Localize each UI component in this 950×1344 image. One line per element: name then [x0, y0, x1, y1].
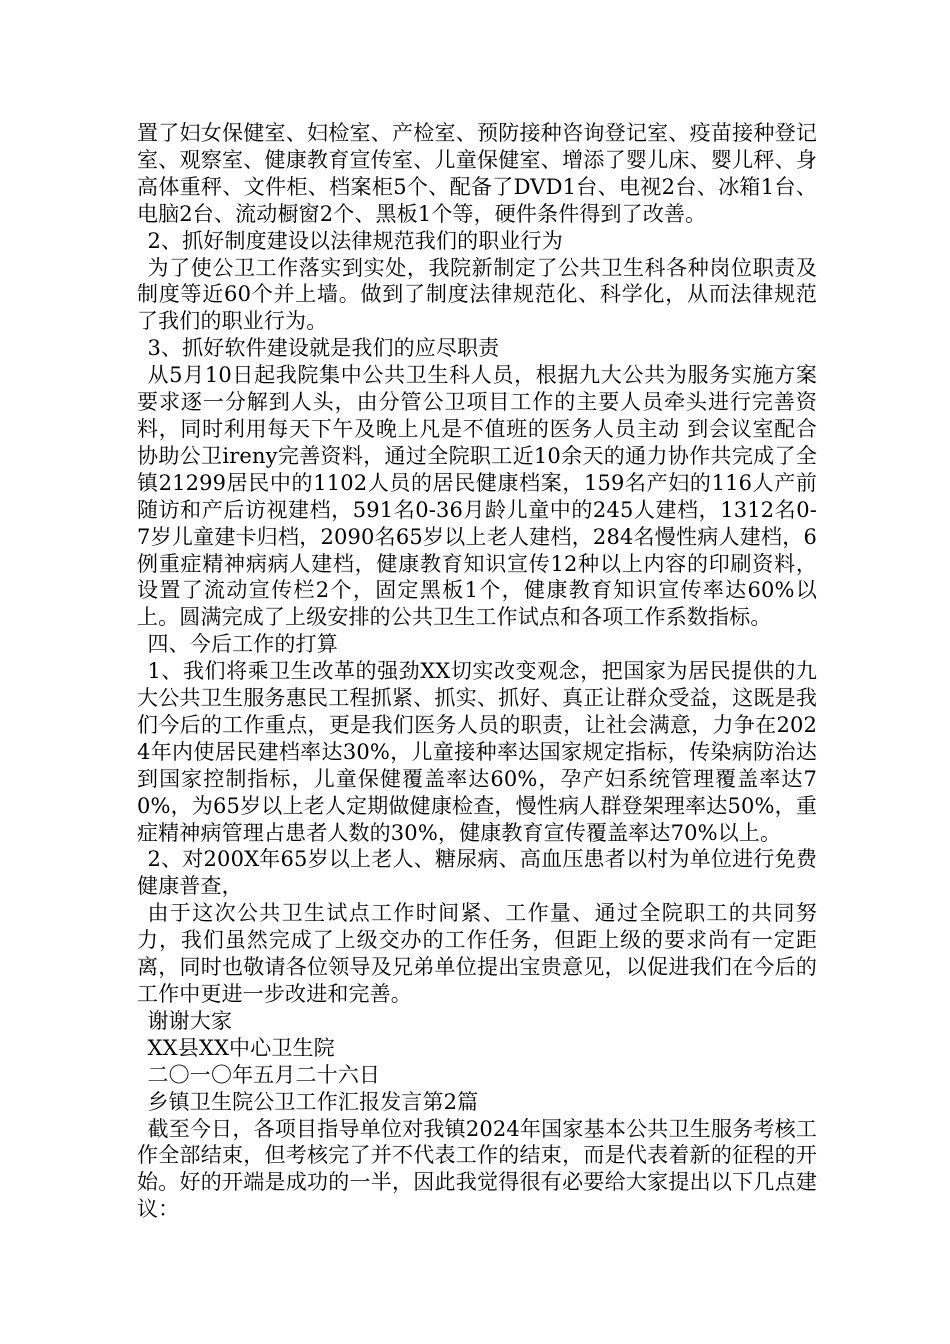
- signature-date: 二〇一〇年五月二十六日: [147, 1062, 381, 1087]
- paragraph-software-building: 从5月10日起我院集中公共卫生科人员，根据九大公共为服务实施方案要求逐一分解到人头，由分管公卫项目工作的主要人员牵头进行完善资料，同时利用每天下午及晚上凡是不值班的医务人员主动 到会议室配合协助公卫ireny完善资料，通过全院职工近10余天的通力协作共完成了全镇21299居民中的1102人员的居民健康档案，159名产妇的116人产前随访和产后访视建档，591名0-36月龄儿童中的245人建档，1312名0-7岁儿童建卡归档，2090名65岁以上老人建档，284名慢性病人建档，6例重症精神病病人建档，健康教育知识宣传12种以上内容的印刷资料，设置了流动宣传栏2个，固定黑板1个，健康教育知识宣传率达60%以上。圆满完成了上级安排的公共卫生工作试点和各项工作系数指标。: [137, 363, 817, 630]
- paragraph-future-plan-2: 2、对200X年65岁以上老人、糖尿病、高血压患者以村为单位进行免费健康普查，: [137, 847, 817, 899]
- document-body: [137, 120, 817, 1223]
- paragraph-hardware: 置了妇女保健室、妇检室、产检室、预防接种咨询登记室、疫苗接种登记室、观察室、健康教育宣传室、儿童保健室、增添了婴儿床、婴儿秤、身高体重秤、文件柜、档案柜5个、配备了DVD1台、电视2台、冰箱1台、电脑2台、流动橱窗2个、黑板1个等，硬件条件得到了改善。: [137, 121, 817, 226]
- paragraph-future-plan-1: 1、我们将乘卫生改革的强劲XX切实改变观念，把国家为居民提供的九大公共卫生服务惠民工程抓紧、抓实、抓好、真正让群众受益，这既是我们今后的工作重点，更是我们医务人员的职责，让社会满意，力争在2024年内使居民建档率达30%，儿童接种率达国家规定指标，传染病防治达到国家控制指标，儿童保健覆盖率达60%，孕产妇系统管理覆盖率达70%，为65岁以上老人定期做健康检查，慢性病人群登架理率达50%，重症精神病管理占患者人数的30%，健康教育宣传覆盖率达70%以上。: [137, 659, 817, 845]
- paragraph-part-2-intro: 截至今日，各项目指导单位对我镇2024年国家基本公共卫生服务考核工作全部结束，但考核完了并不代表工作的结束，而是代表着新的征程的开始。好的开端是成功的一半，因此我觉得很有必要给大家提出以下几点建议：: [137, 1116, 817, 1222]
- signature-organization: XX县XX中心卫生院: [147, 1035, 335, 1060]
- heading-software-building: 3、抓好软件建设就是我们的应尽职责: [147, 336, 500, 361]
- thanks-line: 谢谢大家: [147, 1008, 233, 1033]
- paragraph-closing: 由于这次公共卫生试点工作时间紧、工作量、通过全院职工的共同努力，我们虽然完成了上级交办的工作任务，但距上级的要求尚有一定距离，同时也敬请各位领导及兄弟单位提出宝贵意见，以促进我们在今后的工作中更进一步改进和完善。: [137, 901, 817, 1006]
- heading-institution-building: 2、抓好制度建设以法律规范我们的职业行为: [147, 228, 563, 253]
- heading-future-plans: 四、今后工作的打算: [147, 632, 338, 657]
- paragraph-institution-building: 为了使公卫工作落实到实处，我院新制定了公共卫生科各种岗位职责及制度等近60个并上墙。做到了制度法律规范化、科学化，从而法律规范了我们的职业行为。: [137, 255, 817, 334]
- section-title-part-2: 乡镇卫生院公卫工作汇报发言第2篇: [147, 1089, 479, 1114]
